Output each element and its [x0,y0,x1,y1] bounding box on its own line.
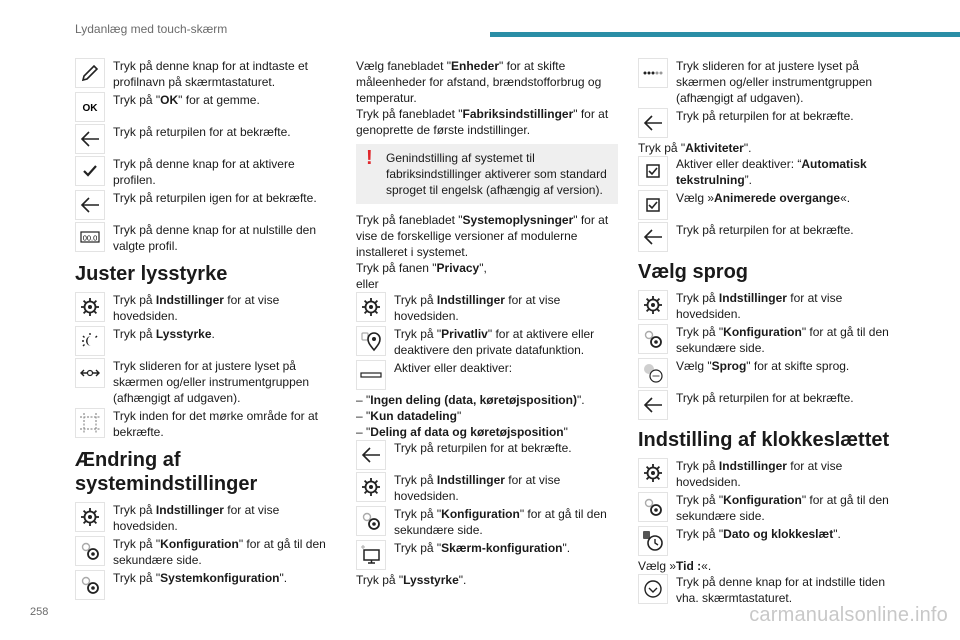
slider-dots-icon[interactable] [638,58,668,88]
watermark: carmanualsonline.info [749,604,948,626]
step-text: Tryk på Indstillinger for at vise hovedsiden. [394,293,561,323]
step-screen-configuration [356,540,618,570]
back-arrow-icon[interactable] [75,124,105,154]
column-3 [638,58,900,608]
step-confirm [356,440,618,470]
step-text-scrolling [638,156,900,188]
step-text: Tryk på returpilen igen for at bekræfte. [113,191,317,205]
step-text: Tryk på denne knap for at indtaste et profilnavn på skærmtastaturet. [113,59,309,89]
step-confirm [638,222,900,252]
paragraph-or: eller [356,277,379,291]
step-open-settings [356,472,618,504]
configuration-gears-icon[interactable] [638,324,668,354]
step-text: Tryk på returpilen for at bekræfte. [676,391,854,405]
settings-gear-icon[interactable] [356,472,386,502]
step-text: Vælg »Animerede overgange«. [676,191,851,205]
paragraph-select-time: Vælg »Tid :«. [638,559,712,573]
step-text: Tryk inden for det mørke område for at bekræfte. [113,409,318,439]
step-open-settings [75,292,330,324]
step-text: Tryk på "Konfiguration" for at gå til den sekundære side. [676,325,889,355]
heading-select-language: Vælg sprog [638,261,749,283]
step-open-settings [638,290,900,322]
step-save-ok [75,92,330,122]
step-text: Tryk på returpilen for at bekræfte. [676,223,854,237]
heading-adjust-brightness: Juster lysstyrke [75,263,228,285]
configuration-gears-icon[interactable] [356,506,386,536]
configuration-gears-icon[interactable] [75,536,105,566]
step-confirm-again [75,190,330,220]
step-open-settings [356,292,618,324]
step-text: Tryk på returpilen for at bekræfte. [394,441,572,455]
clock-date-icon[interactable] [638,526,668,556]
section-title: Lydanlæg med touch-skærm [75,22,228,36]
back-arrow-icon[interactable] [638,222,668,252]
step-text: Tryk på "Konfiguration" for at gå til den sekundære side. [113,537,326,567]
step-text: Tryk på Indstillinger for at vise hovedsiden. [676,459,843,489]
option-data-and-position: – "Deling af data og køretøjsposition" [356,425,568,439]
step-confirm [75,124,330,154]
step-text: Tryk på denne knap for at nulstille den valgte profil. [113,223,317,253]
step-configuration [638,492,900,524]
step-brightness [75,326,330,356]
checkbox-icon[interactable] [638,156,668,186]
paragraph-privacy: Tryk på fanen "Privacy", [356,261,487,275]
step-text: Tryk på "Konfiguration" for at gå til den sekundære side. [676,493,889,523]
paragraph-factory-settings: Tryk på fanebladet "Fabriksindstillinger" for at genoprette de første indstillinger. [356,107,609,137]
warning-exclamation-icon: ! [366,147,373,169]
step-language [638,358,900,388]
step-reset-profile [75,222,330,254]
step-text: Tryk på returpilen for at bekræfte. [113,125,291,139]
toggle-bar-icon[interactable] [356,360,386,390]
step-text: Tryk på "Systemkonfiguration". [113,571,288,585]
step-text: Aktiver eller deaktiver: [394,361,513,375]
step-text: Tryk på Indstillinger for at vise hovedsiden. [113,503,280,533]
slider-arrows-icon[interactable] [75,358,105,388]
option-no-sharing: – "Ingen deling (data, køretøjsposition)". [356,393,585,407]
step-text: Tryk på "OK" for at gemme. [113,93,260,107]
step-confirm [638,108,900,138]
step-text: Tryk slideren for at justere lyset på skærmen og/eller instrumentgruppen (afhængigt af udgaven). [113,359,310,405]
back-arrow-icon[interactable] [356,440,386,470]
step-confirm [638,390,900,420]
step-text: Tryk på Indstillinger for at vise hovedsiden. [394,473,561,503]
step-text: Tryk på Indstillinger for at vise hovedsiden. [113,293,280,323]
step-privacy [356,326,618,358]
step-open-settings [75,502,330,534]
column-1 [75,58,330,602]
settings-gear-icon[interactable] [638,290,668,320]
back-arrow-icon[interactable] [75,190,105,220]
settings-gear-icon[interactable] [75,502,105,532]
step-brightness-slider [75,358,330,406]
checkmark-icon[interactable] [75,156,105,186]
checkbox-icon[interactable] [638,190,668,220]
heading-set-clock: Indstilling af klokkeslættet [638,429,890,451]
warning-text: Genindstilling af systemet til fabriksindstillinger aktiverer som standard sproget til engelsk (afhængig af version). [386,151,607,197]
step-animated-transitions [638,190,900,220]
paragraph-brightness: Tryk på "Lysstyrke". [356,573,467,587]
step-text: Tryk på Indstillinger for at vise hovedsiden. [676,291,843,321]
step-configuration [356,506,618,538]
configuration-gears-icon[interactable] [638,492,668,522]
page-number: 258 [30,606,49,618]
step-text: Tryk på "Privatliv" for at aktivere eller deaktivere den private datafunktion. [394,327,595,357]
language-icon[interactable] [638,358,668,388]
dark-area-icon[interactable] [75,408,105,438]
paragraph-system-info: Tryk på fanebladet "Systemoplysninger" for at vise de forskellige versioner af modulerne installeret i systemet. [356,213,609,259]
paragraph-units: Vælg fanebladet "Enheder" for at skifte måleenheder for afstand, brændstofforbrug og temperatur. [356,59,602,105]
step-text: Tryk på "Skærm-konfiguration". [394,541,571,555]
paragraph-activities: Tryk på "Aktiviteter". [638,141,752,155]
step-system-configuration [75,570,330,600]
settings-gear-icon[interactable] [356,292,386,322]
step-dark-area [75,408,330,440]
step-brightness-slider [638,58,900,106]
step-text: Tryk på Lysstyrke. [113,327,215,341]
warning-box [356,144,618,204]
step-text: Tryk slideren for at justere lyset på skærmen og/eller instrumentgruppen (afhængigt af udgaven). [676,59,873,105]
brightness-icon[interactable] [75,326,105,356]
step-text: Tryk på denne knap for at aktivere profilen. [113,157,295,187]
step-text: Tryk på returpilen for at bekræfte. [676,109,854,123]
heading-change-system-settings: Ændring af systemindstillinger [75,449,258,495]
header-accent-bar [490,32,960,37]
option-data-only: – "Kun datadeling" [356,409,462,423]
svg-text:00.0: 00.0 [82,233,98,243]
step-edit-profile-name [75,58,330,90]
ok-icon[interactable] [75,92,105,122]
step-text: Tryk på "Dato og klokkeslæt". [676,527,841,541]
step-set-time [638,574,900,606]
pencil-icon[interactable] [75,58,105,88]
back-arrow-icon[interactable] [638,390,668,420]
step-open-settings [638,458,900,490]
column-2 [356,58,618,588]
privacy-location-icon[interactable] [356,326,386,356]
step-text: Aktiver eller deaktiver: “Automatisk tekstrulning”. [676,157,867,187]
step-text: Tryk på "Konfiguration" for at gå til den sekundære side. [394,507,607,537]
set-time-button-icon[interactable] [638,574,668,604]
screen-configuration-icon[interactable] [356,540,386,570]
step-configuration [638,324,900,356]
reset-counter-icon[interactable] [75,222,105,252]
step-toggle [356,360,618,390]
svg-text:OK: OK [82,103,98,114]
step-date-time [638,526,900,556]
configuration-gears-icon[interactable] [75,570,105,600]
back-arrow-icon[interactable] [638,108,668,138]
settings-gear-icon[interactable] [75,292,105,322]
step-activate-profile [75,156,330,188]
settings-gear-icon[interactable] [638,458,668,488]
step-text: Vælg "Sprog" for at skifte sprog. [676,359,850,373]
step-configuration [75,536,330,568]
step-text: Tryk på denne knap for at indstille tiden vha. skærmtastaturet. [676,575,886,605]
